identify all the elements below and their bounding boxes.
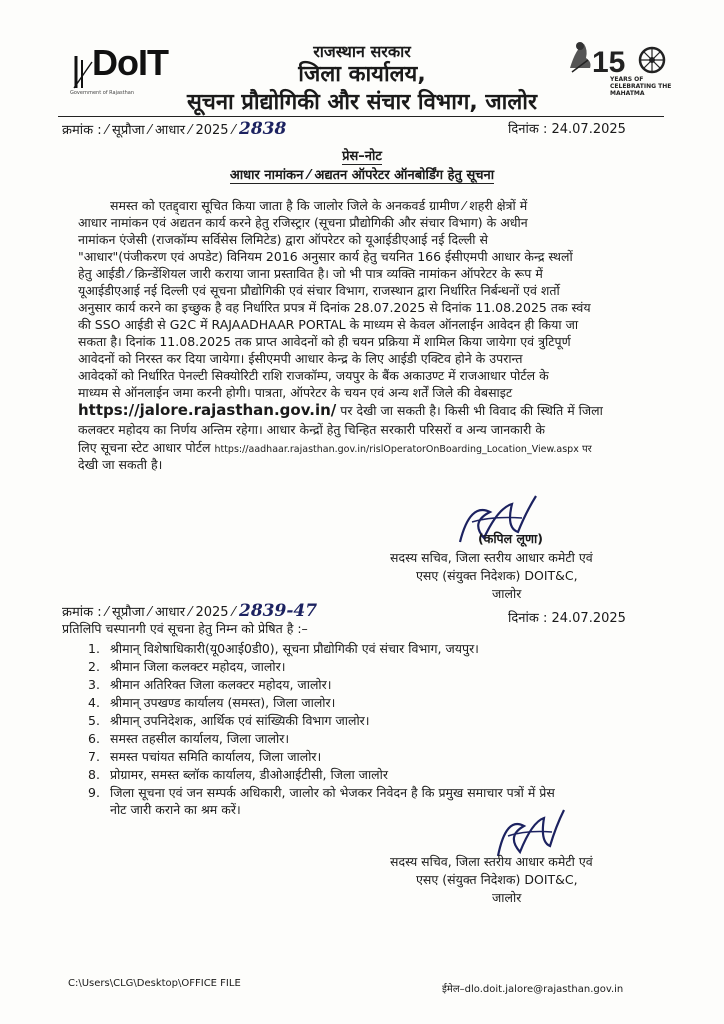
body-line: अनुसार कार्य करने का इच्छुक है वह निर्धारित प्रपत्र में दिनांक 28.07.2025 से दिनांक 11.08.2025 तक स्वंय [78, 300, 591, 315]
body-line: देखी जा सकती है। [78, 457, 163, 472]
gandhi-150-sub: YEARS OF CELEBRATING THE MAHATMA [610, 76, 672, 97]
body-line: समस्त को एतद्द्वारा सूचित किया जाता है कि जालोर जिले के अनकवर्ड ग्रामीण ⁄ शहरी क्षेत्रों में [110, 198, 528, 213]
document-subject: आधार नामांकन ⁄ अद्यतन ऑपरेटर ऑनबोर्डिंग हेतु सूचना [229, 168, 495, 183]
copy-reference-number: क्रमांक : ⁄ सूप्रौजा ⁄ आधार ⁄ 2025 ⁄ 2839-47 [62, 601, 318, 621]
body-line: कलक्टर महोदय का निर्णय अन्तिम रहेगा। आधार केन्द्रों हेतु चिन्हित सरकारी परिसरों व अन्य जानकारी के [78, 422, 545, 437]
govt-heading: राजस्थान सरकार [313, 42, 411, 61]
list-item: 2. श्रीमान जिला कलक्टर महोदय, जालोर। [88, 659, 286, 674]
list-item: 1. श्रीमान् विशेषाधिकारी(यू0आई0डी0), सूचना प्रौद्योगिकी एवं संचार विभाग, जयपुर। [88, 641, 479, 656]
signatory-designation: एसए (संयुक्त निदेशक) DOIT&C, [416, 568, 578, 583]
doit-logo-sub: Government of Rajasthan [70, 90, 135, 96]
signatory-designation: एसए (संयुक्त निदेशक) DOIT&C, [416, 872, 578, 887]
document-title: प्रेस–नोट [342, 149, 382, 164]
reference-date: दिनांक : 24.07.2025 [508, 122, 626, 137]
body-line: यूआईडीएआई नई दिल्ली एवं सूचना प्रौद्योगिकी एवं संचार विभाग, राजस्थान द्वारा निर्धारित निर्बन्धनों एवं शर्तो [78, 283, 560, 298]
body-line: आवेदनों को निरस्त कर दिया जायेगा। ईसीएमपी आधार केन्द्र के लिए आईडी एक्टिव होने के उपरान्त [78, 351, 523, 366]
body-line: लिए सूचना स्टेट आधार पोर्टल https://aadhaar.rajasthan.gov.in/rislOperatorOnBoarding_Location_View.aspx पर [78, 440, 592, 455]
reference-handwritten-number: 2838 [239, 119, 287, 139]
file-path: C:\Users\CLG\Desktop\OFFICE FILE [68, 978, 241, 989]
copy-reference-handwritten-number: 2839-47 [239, 601, 318, 621]
doit-logo-text: DoIT [92, 42, 168, 83]
body-line: आवेदकों को निर्धारित पेनल्टी सिक्योरिटी राशि राजकॉम्प, जयपुर के बैंक अकाउण्ट में राजआधार पोर्टल के [78, 368, 549, 383]
list-item: 7. समस्त पचांयत समिति कार्यालय, जिला जालोर। [88, 749, 322, 764]
list-item: 6. समस्त तहसील कार्यालय, जिला जालोर। [88, 731, 290, 746]
signatory-location: जालोर [492, 586, 522, 601]
district-website-link[interactable]: https://jalore.rajasthan.gov.in/ [78, 401, 337, 419]
body-line: की SSO आईडी से G2C में RAJAADHAAR PORTAL के माध्यम से केवल ऑनलाईन आवेदन ही किया जा [78, 317, 579, 332]
svg-text:15: 15 [592, 46, 626, 78]
copy-reference-date: दिनांक : 24.07.2025 [508, 611, 626, 626]
list-item: 3. श्रीमान अतिरिक्त जिला कलक्टर महोदय, जालोर। [88, 677, 332, 692]
signatory-name: (कपिल लूणा) [478, 531, 543, 546]
department-heading: सूचना प्रौद्योगिकी और संचार विभाग, जालोर [186, 90, 537, 115]
list-item: 4. श्रीमान् उपखण्ड कार्यालय (समस्त), जिला जालोर। [88, 695, 336, 710]
body-line: माध्यम से ऑनलाईन जमा करनी होगी। पात्रता, ऑपरेटर के चयन एवं अन्य शर्तें जिले की वेबसाइट [78, 385, 513, 400]
body-line: https://jalore.rajasthan.gov.in/ पर देखी जा सकती है। किसी भी विवाद की स्थिति में जिला [78, 401, 603, 419]
list-item: 9. जिला सूचना एवं जन सम्पर्क अधिकारी, जालोर को भेजकर निवेदन है कि प्रमुख समाचार पत्रों में प्रेस [88, 785, 555, 800]
signatory-designation: सदस्य सचिव, जिला स्तरीय आधार कमेटी एवं [390, 854, 593, 869]
list-item: 8. प्रोग्रामर, समस्त ब्लॉक कार्यालय, डीओआईटीसी, जिला जालोर [88, 767, 389, 782]
reference-number [62, 119, 286, 139]
copy-intro: प्रतिलिपि चस्पानगी एवं सूचना हेतु निम्न को प्रेषित है :– [62, 621, 308, 636]
list-item-continuation: नोट जारी कराने का श्रम करें। [110, 802, 241, 817]
body-line: आधार नामांकन एवं अद्यतन कार्य करने हेतु रजिस्ट्रार (सूचना प्रौद्योगिकी और संचार विभाग) के अधीन [78, 215, 528, 230]
signatory-designation: सदस्य सचिव, जिला स्तरीय आधार कमेटी एवं [390, 550, 593, 565]
body-line: हेतु आईडी ⁄ क्रिन्डेंशियल जारी कराया जाना प्रस्तावित है। जो भी पात्र व्यक्ति नामांकन ऑपरेटर के रूप में [78, 266, 543, 281]
list-item: 5. श्रीमान् उपनिदेशक, आर्थिक एवं सांख्यिकी विभाग जालोर। [88, 713, 370, 728]
header-divider [58, 116, 664, 117]
office-email: ईमेल–dlo.doit.jalore@rajasthan.gov.in [442, 984, 624, 995]
signatory-location: जालोर [492, 890, 522, 905]
reference-label: क्रमांक : ⁄ सूप्रौजा ⁄ आधार ⁄ 2025 ⁄ [62, 123, 235, 138]
body-line: सकता है। दिनांक 11.08.2025 तक प्राप्त आवेदनों को ही चयन प्रक्रिया में शामिल किया जायेगा एवं त्रुटिपूर्ण [78, 334, 571, 349]
body-line: "आधार"(पंजीकरण एवं अपडेट) विनियम 2016 अनुसार कार्य हेतु चयनित 166 ईसीएमपी आधार केन्द्र स्थलों [78, 249, 573, 264]
aadhaar-portal-link[interactable]: https://aadhaar.rajasthan.gov.in/rislOperatorOnBoarding_Location_View.aspx [214, 444, 579, 455]
office-heading: जिला कार्यालय, [298, 62, 426, 87]
body-line: नामांकन एंजेसी (राजकॉम्प सर्विसेस लिमिटेड) द्वारा ऑपरेटर को यूआईडीएआई नई दिल्ली से [78, 232, 488, 247]
